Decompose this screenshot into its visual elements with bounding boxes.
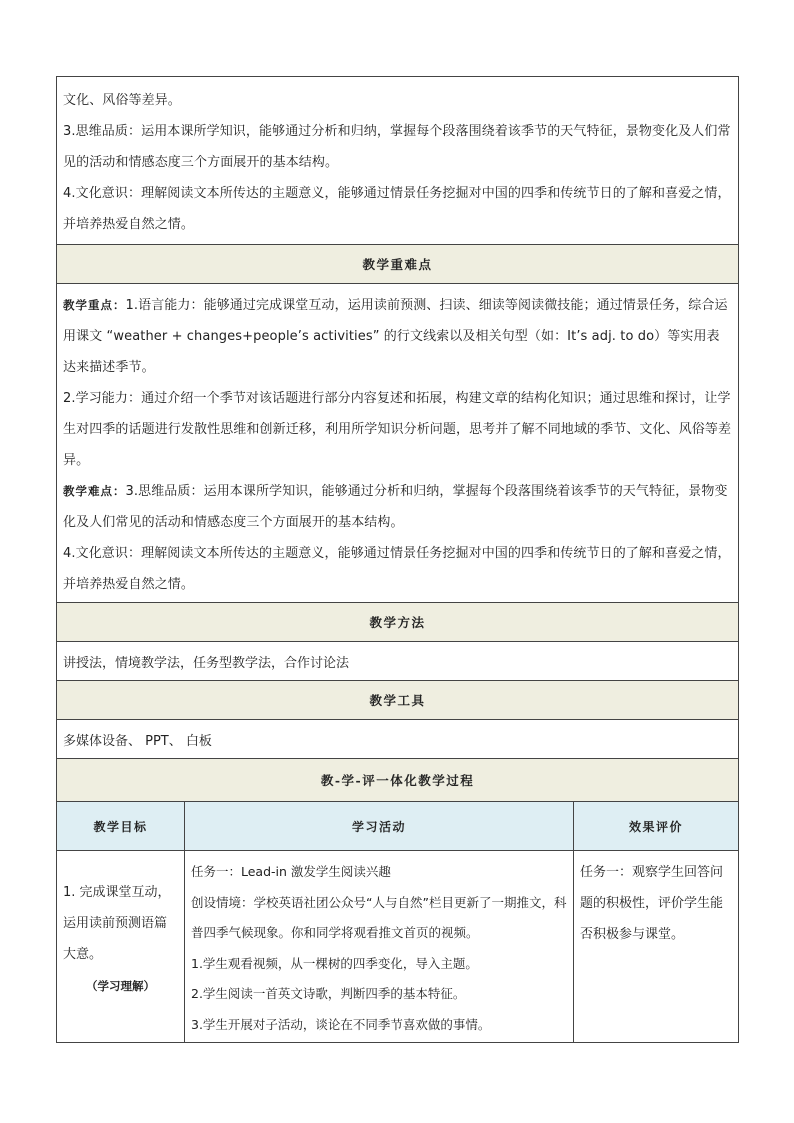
activity-line: 2.学生阅读一首英文诗歌，判断四季的基本特征。: [191, 986, 466, 1001]
difficulty-lead: 教学难点：: [63, 484, 126, 498]
lesson-plan-page: [56, 76, 738, 1043]
focus-text: 1.语言能力：能够通过完成课堂互动，运用读前预测、扫读、细读等阅读微技能；通过情景任务，综合运用课文 “weather + changes+people’s activities” 的行文线索以及相关句型（如：It’s adj. to do）等实用表达来描述季节。: [63, 298, 728, 375]
focus-lead: 教学重点：: [63, 298, 126, 312]
objectives-continued-cell: [57, 77, 739, 245]
key-points-cell: [57, 284, 739, 603]
methods-text: 讲授法，情境教学法，任务型教学法，合作讨论法: [57, 642, 739, 681]
methods-heading-row: [57, 603, 739, 642]
column-header-activity: 学习活动: [185, 802, 574, 851]
focus-paragraph-2: 2.学习能力：通过介绍一个季节对该话题进行部分内容复述和拓展，构建文章的结构化知识；通过思维和探讨，让学生对四季的话题进行发散性思维和创新迁移，利用所学知识分析问题，思考并了解不同地域的季节、文化、风俗等差异。: [63, 391, 732, 468]
tools-text: 多媒体设备、 PPT、 白板: [57, 720, 739, 759]
process-row: [57, 851, 739, 1043]
key-points-heading: 教学重难点: [57, 245, 739, 284]
evaluation-cell: [574, 851, 739, 1043]
column-header-goal: 教学目标: [57, 802, 185, 851]
lesson-plan-table: [56, 76, 739, 1043]
objective-line: 文化、风俗等差异。: [63, 93, 181, 108]
activity-line: 3.学生开展对子活动，谈论在不同季节喜欢做的事情。: [191, 1016, 491, 1032]
process-heading: 教-学-评一体化教学过程: [57, 759, 739, 802]
methods-heading: 教学方法: [57, 603, 739, 642]
difficulty-text: 3.思维品质：运用本课所学知识，能够通过分析和归纳，掌握每个段落围绕着该季节的天气特征，景物变化及人们常见的活动和情感态度三个方面展开的基本结构。: [63, 484, 728, 530]
evaluation-text: 任务一：观察学生回答问题的积极性，评价学生能否积极参与课堂。: [580, 865, 724, 942]
goal-text: 1. 完成课堂互动，运用读前预测语篇大意。: [63, 885, 171, 962]
activity-line: 创设情境：学校英语社团公众号“人与自然”栏目更新了一期推文，科普四季气候现象。你和同学将观看推文首页的视频。: [191, 894, 567, 940]
goal-cell: [57, 851, 185, 1043]
activity-line: 任务一：Lead-in 激发学生阅读兴趣: [191, 864, 391, 879]
tools-heading-row: [57, 681, 739, 720]
tools-row: [57, 720, 739, 759]
difficulty-paragraph: [63, 476, 732, 538]
process-heading-row: [57, 759, 739, 802]
focus-paragraph: [63, 290, 732, 383]
goal-tag: （学习理解）: [86, 979, 155, 993]
difficulty-paragraph-2: 4.文化意识：理解阅读文本所传达的主题意义，能够通过情景任务挖掘对中国的四季和传统节日的了解和喜爱之情，并培养热爱自然之情。: [63, 546, 731, 592]
activity-line: 1.学生观看视频，从一棵树的四季变化，导入主题。: [191, 955, 478, 971]
objectives-continued-row: [57, 77, 739, 245]
methods-row: [57, 642, 739, 681]
column-header-evaluation: 效果评价: [574, 802, 739, 851]
activity-cell: [185, 851, 574, 1043]
objective-line: 3.思维品质：运用本课所学知识，能够通过分析和归纳，掌握每个段落围绕着该季节的天气特征，景物变化及人们常见的活动和情感态度三个方面展开的基本结构。: [63, 124, 731, 170]
key-points-heading-row: [57, 245, 739, 284]
process-column-headers: [57, 802, 739, 851]
objective-line: 4.文化意识：理解阅读文本所传达的主题意义，能够通过情景任务挖掘对中国的四季和传统节日的了解和喜爱之情，并培养热爱自然之情。: [63, 186, 731, 232]
tools-heading: 教学工具: [57, 681, 739, 720]
key-points-row: [57, 284, 739, 603]
